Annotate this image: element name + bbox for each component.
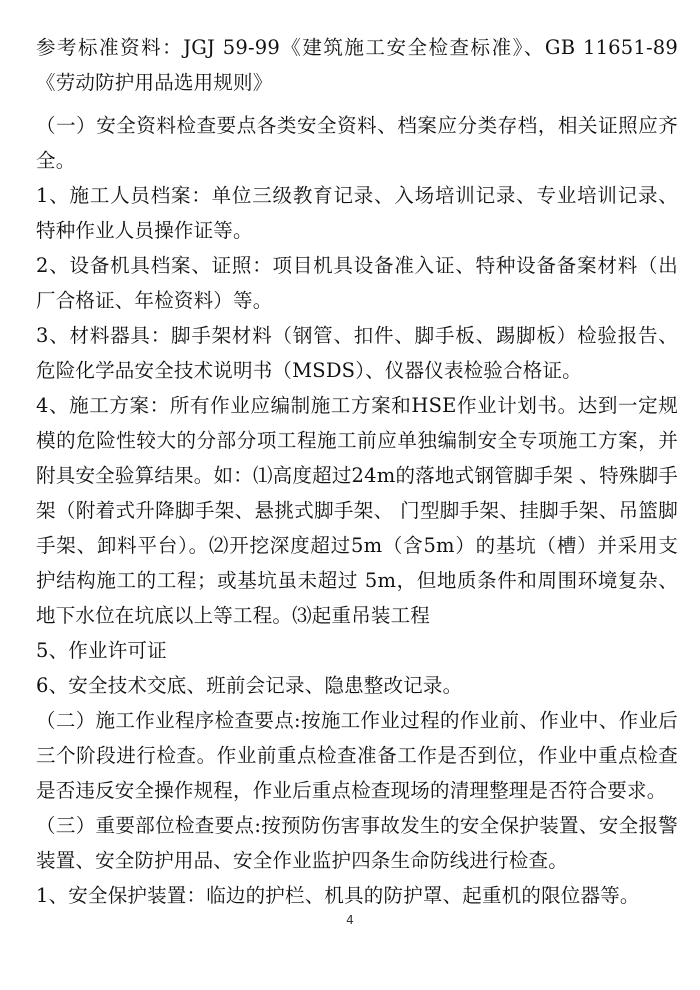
section-3-key-areas: （三）重要部位检查要点:按预防伤害事故发生的安全保护装置、安全报警装置、安全防护用品、安全作业监护四条生命防线进行检查。 xyxy=(36,814,678,872)
page-number: 4 xyxy=(346,913,354,927)
item-materials: 3、材料器具：脚手架材料（钢管、扣件、脚手板、踢脚板）检验报告、危险化学品安全技术说明书（MSDS）、仪器仪表检验合格证。 xyxy=(36,324,678,382)
item-equipment-archives: 2、设备机具档案、证照：项目机具设备准入证、特种设备备案材料（出厂合格证、年检资料）等。 xyxy=(36,254,678,312)
section-2-procedure: （二）施工作业程序检查要点:按施工作业过程的作业前、作业中、作业后三个阶段进行检查。作业前重点检查准备工作是否到位，作业中重点检查是否违反安全操作规程，作业后重点检查现场的清理整理是否符合要求。 xyxy=(36,709,678,802)
item-safety-briefing: 6、安全技术交底、班前会记录、隐患整改记录。 xyxy=(36,674,463,697)
item-work-permit: 5、作业许可证 xyxy=(36,639,167,662)
item-personnel-archives: 1、施工人员档案：单位三级教育记录、入场培训记录、专业培训记录、特种作业人员操作证等。 xyxy=(36,184,678,242)
item-safety-devices: 1、安全保护装置：临边的护栏、机具的防护罩、起重机的限位器等。 xyxy=(36,884,640,907)
section-1-heading: （一）安全资料检查要点各类安全资料、档案应分类存档，相关证照应齐全。 xyxy=(36,114,678,172)
item-construction-plan: 4、施工方案：所有作业应编制施工方案和HSE作业计划书。达到一定规模的危险性较大的分部分项工程施工前应单独编制安全专项施工方案，并附具安全验算结果。如：⑴高度超过24m的落地式钢管脚手架 、特殊脚手架（附着式升降脚手架、悬挑式脚手架、 门型脚手架、挂脚手架、吊篮脚手架、卸料平台）。⑵开挖深度超过5m（含5m）的基坑（槽）并采用支护结构施工的工程；或基坑虽未超过 5m，但地质条件和周围环境复杂、地下水位在坑底以上等工程。⑶起重吊装工程 xyxy=(36,394,678,627)
reference-standards: 参考标准资料：JGJ 59-99《建筑施工安全检查标准》、GB 11651-89《劳动防护用品选用规则》 xyxy=(36,36,678,94)
